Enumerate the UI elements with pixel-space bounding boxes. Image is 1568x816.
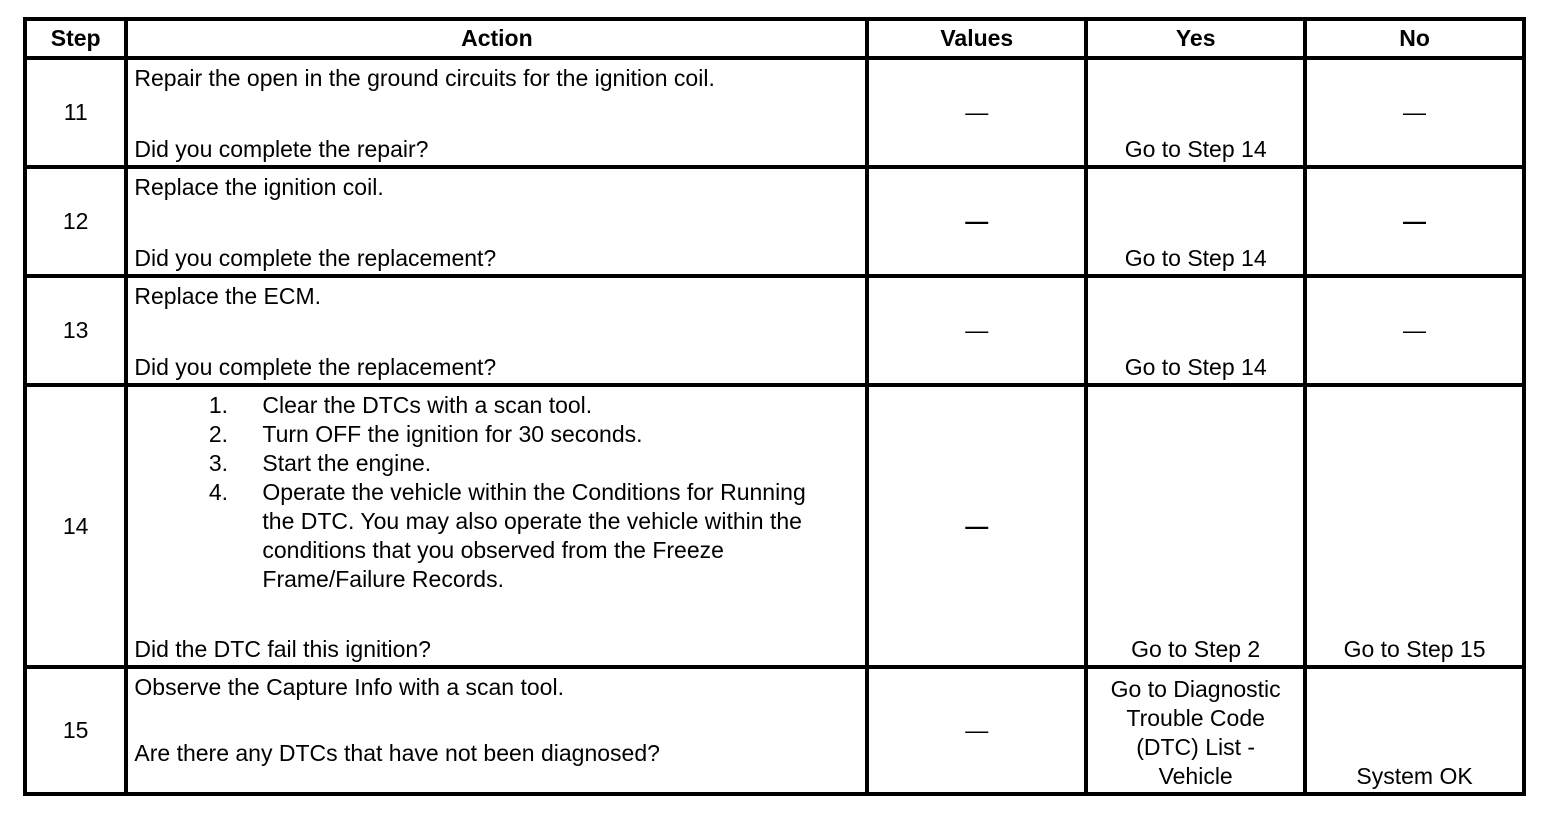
table-row: [25, 58, 1524, 167]
action-question: Did the DTC fail this ignition?: [134, 636, 431, 662]
values-cell: —: [867, 58, 1086, 167]
action-cell: [126, 667, 867, 794]
table-row: [25, 667, 1524, 794]
no-cell: —: [1305, 167, 1524, 276]
no-cell: System OK: [1305, 667, 1524, 794]
table-row: [25, 167, 1524, 276]
diagnostic-table: [23, 17, 1526, 798]
yes-cell: Go to Step 14: [1086, 58, 1305, 167]
procedure-item: 1. Clear the DTCs with a scan tool.: [234, 391, 859, 420]
yes-cell: Go to Step 2: [1086, 385, 1305, 667]
values-cell: —: [867, 276, 1086, 385]
yes-cell: Go to Step 14: [1086, 276, 1305, 385]
no-cell: —: [1305, 58, 1524, 167]
action-question: Did you complete the replacement?: [134, 354, 497, 380]
action-question: Did you complete the repair?: [134, 136, 429, 162]
yes-cell: Go to Diagnostic Trouble Code (DTC) List - Vehicle: [1086, 667, 1305, 794]
header-action: Action: [126, 19, 867, 58]
header-yes: Yes: [1086, 19, 1305, 58]
action-text: Observe the Capture Info with a scan tool.: [134, 674, 564, 700]
no-cell: —: [1305, 276, 1524, 385]
yes-cell: Go to Step 14: [1086, 167, 1305, 276]
action-cell: [126, 58, 867, 167]
action-question: Are there any DTCs that have not been diagnosed?: [134, 740, 660, 766]
table-row: [25, 385, 1524, 667]
action-cell: [126, 167, 867, 276]
diagnostic-steps-table: [23, 17, 1526, 796]
action-text: Replace the ECM.: [134, 283, 322, 309]
values-cell: —: [867, 667, 1086, 794]
header-values: Values: [867, 19, 1086, 58]
action-question: Did you complete the replacement?: [134, 245, 497, 271]
action-cell: [126, 385, 867, 667]
step-number: 13: [25, 276, 126, 385]
procedure-item: 2. Turn OFF the ignition for 30 seconds.: [234, 420, 859, 449]
procedure-list: [134, 391, 859, 594]
action-text: Replace the ignition coil.: [134, 174, 384, 200]
header-step: Step: [25, 19, 126, 58]
procedure-item: 4. Operate the vehicle within the Conditions for Running the DTC. You may also operate the vehicle within the conditions that you observed from the Freeze Frame/Failure Records.: [234, 478, 859, 594]
step-number: 12: [25, 167, 126, 276]
header-row: [25, 19, 1524, 58]
action-cell: [126, 276, 867, 385]
no-cell: Go to Step 15: [1305, 385, 1524, 667]
procedure-item: 3. Start the engine.: [234, 449, 859, 478]
table-row: [25, 276, 1524, 385]
header-no: No: [1305, 19, 1524, 58]
step-number: 15: [25, 667, 126, 794]
values-cell: —: [867, 385, 1086, 667]
step-number: 11: [25, 58, 126, 167]
action-text: Repair the open in the ground circuits for the ignition coil.: [134, 65, 715, 91]
step-number: 14: [25, 385, 126, 667]
values-cell: —: [867, 167, 1086, 276]
